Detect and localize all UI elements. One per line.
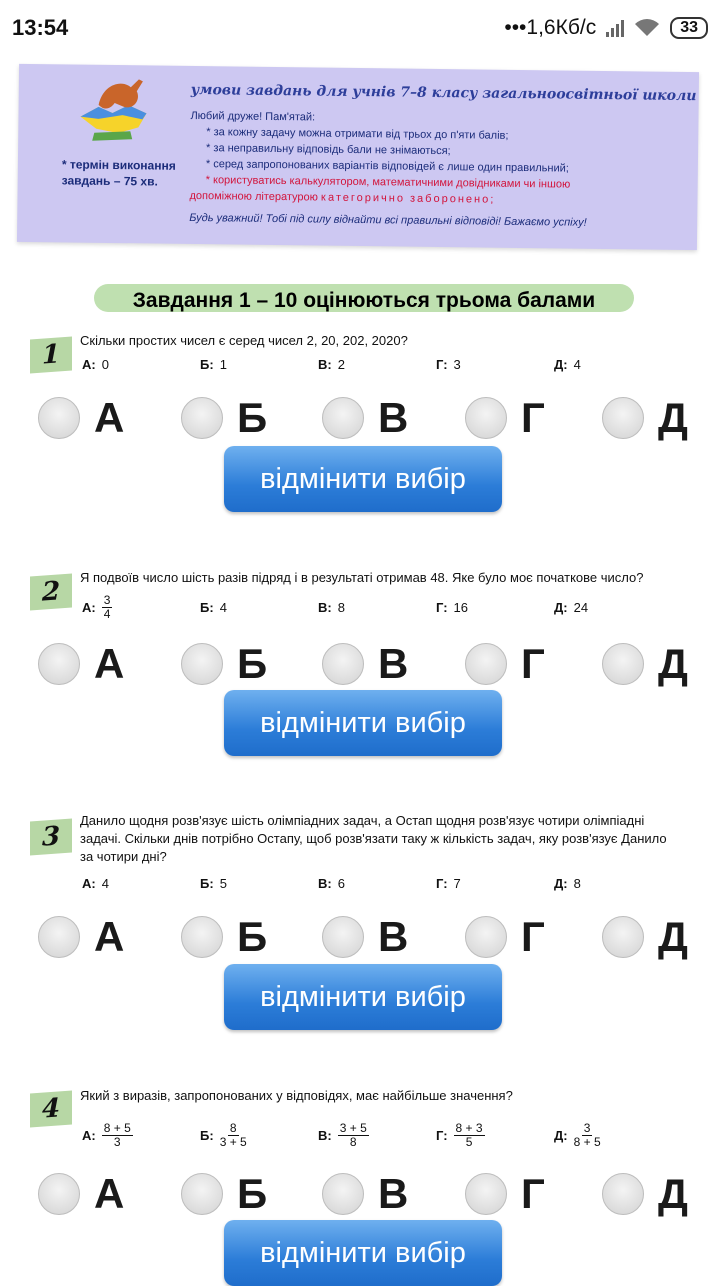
section-title: Завдання 1 – 10 оцінюються трьома балами (94, 284, 634, 312)
rule-warning: * користуватись калькулятором, математичними довідниками чи іншою (205, 174, 571, 191)
radio-label[interactable]: Г (521, 913, 545, 960)
answer-radio-group (38, 394, 688, 442)
rules-block (189, 108, 588, 231)
clear-selection-button[interactable]: відмінити вибір (224, 690, 502, 756)
radio-button[interactable] (322, 397, 364, 439)
rule-item: * за неправильну відповідь бали не знімаються; (206, 142, 451, 158)
radio-button[interactable] (465, 643, 507, 685)
radio-label[interactable]: А (94, 913, 125, 960)
radio-button[interactable] (322, 643, 364, 685)
kangaroo-logo-icon (68, 68, 169, 149)
question-text: Який з виразів, запропонованих у відповідях, має найбільше значення? (80, 1088, 513, 1103)
option-a: А: 0 (82, 357, 109, 372)
radio-label[interactable]: Б (237, 394, 268, 441)
radio-button[interactable] (602, 397, 644, 439)
radio-g[interactable] (465, 640, 602, 688)
radio-button[interactable] (181, 916, 223, 958)
radio-label[interactable]: Д (658, 394, 688, 441)
option-a: А: $\frac{3}{4}$ (82, 593, 111, 621)
radio-button[interactable] (38, 916, 80, 958)
radio-g[interactable] (465, 913, 602, 961)
radio-label[interactable]: Д (658, 640, 688, 687)
good-luck-text: Будь уважний! Тобі під силу віднайти всі правильні відповіді! Бажаємо успіху! (189, 211, 587, 229)
answer-options (82, 1122, 672, 1149)
fraction: $\frac{8}{3 + 5}$ (219, 1121, 247, 1149)
header-banner (17, 64, 699, 250)
radio-label[interactable]: Г (521, 394, 545, 441)
option-g: Г: $\frac{8 + 3}{5}$ (436, 1121, 483, 1149)
radio-label[interactable]: В (378, 913, 409, 960)
option-d: Д: 24 (554, 600, 589, 615)
radio-label[interactable]: Б (237, 1170, 268, 1217)
rules-greeting: Любий друже! Пам'ятай: (190, 109, 316, 124)
radio-v[interactable] (322, 394, 465, 442)
radio-button[interactable] (181, 1173, 223, 1215)
radio-button[interactable] (181, 397, 223, 439)
clear-selection-button[interactable]: відмінити вибір (224, 446, 502, 512)
clear-selection-button[interactable]: відмінити вибір (224, 964, 502, 1030)
radio-b[interactable] (181, 1170, 322, 1218)
radio-button[interactable] (38, 1173, 80, 1215)
radio-label[interactable]: Б (237, 913, 268, 960)
radio-a[interactable] (38, 913, 181, 961)
wifi-icon (634, 18, 660, 38)
question-text: Данило щодня розв'язує шість олімпіадних задач, а Остап щодня розв'язує чотири олімпіадні задачі. Скільки днів потрібно Остапу, щоб розв'язати таку ж кількість задач, яку розв'язує Данило за чотири дні? (80, 813, 667, 864)
banner-subtitle: умови завдань для учнів 7–8 класу загальноосвітньої школи (190, 81, 697, 105)
time-limit-note: * термін виконання завдань – 75 хв. (61, 157, 176, 189)
radio-button[interactable] (602, 643, 644, 685)
option-v: В: 6 (318, 876, 345, 891)
option-g: Г: 3 (436, 357, 461, 372)
status-icons (504, 16, 708, 40)
network-speed: •••1,6Кб/с (504, 16, 597, 39)
status-bar (0, 0, 720, 56)
radio-label[interactable]: Г (521, 1170, 545, 1217)
radio-label[interactable]: Д (658, 1170, 688, 1217)
radio-a[interactable] (38, 1170, 181, 1218)
radio-d[interactable] (602, 640, 688, 688)
radio-g[interactable] (465, 394, 602, 442)
option-v: В: $\frac{3 + 5}{8}$ (318, 1121, 367, 1149)
radio-a[interactable] (38, 394, 181, 442)
radio-a[interactable] (38, 640, 181, 688)
radio-label[interactable]: А (94, 1170, 125, 1217)
radio-button[interactable] (465, 1173, 507, 1215)
answer-options (82, 357, 672, 372)
clear-selection-button[interactable]: відмінити вибір (224, 1220, 502, 1286)
option-b: Б: $\frac{8}{3 + 5}$ (200, 1121, 247, 1149)
radio-v[interactable] (322, 913, 465, 961)
clock: 13:54 (12, 15, 69, 40)
radio-label[interactable]: А (94, 640, 125, 687)
fraction: $\frac{8 + 3}{5}$ (455, 1121, 483, 1149)
radio-button[interactable] (322, 1173, 364, 1215)
option-a: А: 4 (82, 876, 109, 891)
radio-b[interactable] (181, 640, 322, 688)
question-number: 1 (30, 337, 72, 374)
signal-icon (606, 19, 624, 37)
question-number: 4 (30, 1091, 72, 1128)
rule-item: * за кожну задачу можна отримати від трьох до п'яти балів; (206, 126, 509, 142)
radio-d[interactable] (602, 1170, 688, 1218)
answer-options (82, 876, 672, 891)
option-d: Д: 4 (554, 357, 581, 372)
radio-button[interactable] (465, 916, 507, 958)
option-v: В: 8 (318, 600, 345, 615)
option-b: Б: 1 (200, 357, 227, 372)
radio-g[interactable] (465, 1170, 602, 1218)
answer-radio-group (38, 640, 688, 688)
radio-label[interactable]: В (378, 640, 409, 687)
fraction: $\frac{3}{4}$ (103, 593, 111, 621)
radio-label[interactable]: Г (521, 640, 545, 687)
question-number: 2 (30, 574, 72, 611)
battery-icon: 33 (670, 17, 708, 39)
radio-button[interactable] (602, 916, 644, 958)
answer-radio-group (38, 1170, 688, 1218)
question-text: Я подвоїв число шість разів підряд і в результаті отримав 48. Яке було моє початкове число? (80, 570, 644, 585)
option-a: А: $\frac{8 + 5}{3}$ (82, 1121, 131, 1149)
option-d: Д: $\frac{3}{8 + 5}$ (554, 1121, 601, 1149)
radio-button[interactable] (322, 916, 364, 958)
answer-radio-group (38, 913, 688, 961)
option-b: Б: 4 (200, 600, 227, 615)
rule-warning-text: допоміжною літературою (189, 189, 318, 204)
fraction: $\frac{8 + 5}{3}$ (103, 1121, 131, 1149)
option-g: Г: 7 (436, 876, 461, 891)
radio-button[interactable] (602, 1173, 644, 1215)
radio-label[interactable]: В (378, 394, 409, 441)
radio-d[interactable] (602, 394, 688, 442)
option-d: Д: 8 (554, 876, 581, 891)
radio-button[interactable] (181, 643, 223, 685)
radio-v[interactable] (322, 640, 465, 688)
radio-label[interactable]: А (94, 394, 125, 441)
fraction: $\frac{3 + 5}{8}$ (339, 1121, 367, 1149)
radio-b[interactable] (181, 394, 322, 442)
radio-v[interactable] (322, 1170, 465, 1218)
question-text: Скільки простих чисел є серед чисел 2, 20, 202, 2020? (80, 333, 408, 348)
answer-options (82, 594, 672, 621)
radio-button[interactable] (38, 397, 80, 439)
radio-button[interactable] (38, 643, 80, 685)
radio-d[interactable] (602, 913, 688, 961)
radio-button[interactable] (465, 397, 507, 439)
radio-b[interactable] (181, 913, 322, 961)
option-g: Г: 16 (436, 600, 468, 615)
option-b: Б: 5 (200, 876, 227, 891)
rule-item: * серед запропонованих варіантів відповідей є лише один правильний; (205, 158, 569, 175)
fraction: $\frac{3}{8 + 5}$ (573, 1121, 601, 1149)
radio-label[interactable]: В (378, 1170, 409, 1217)
option-v: В: 2 (318, 357, 345, 372)
radio-label[interactable]: Д (658, 913, 688, 960)
radio-label[interactable]: Б (237, 640, 268, 687)
rule-warning-emphasis: категорично заборонено; (320, 191, 496, 206)
question-number: 3 (30, 819, 72, 856)
